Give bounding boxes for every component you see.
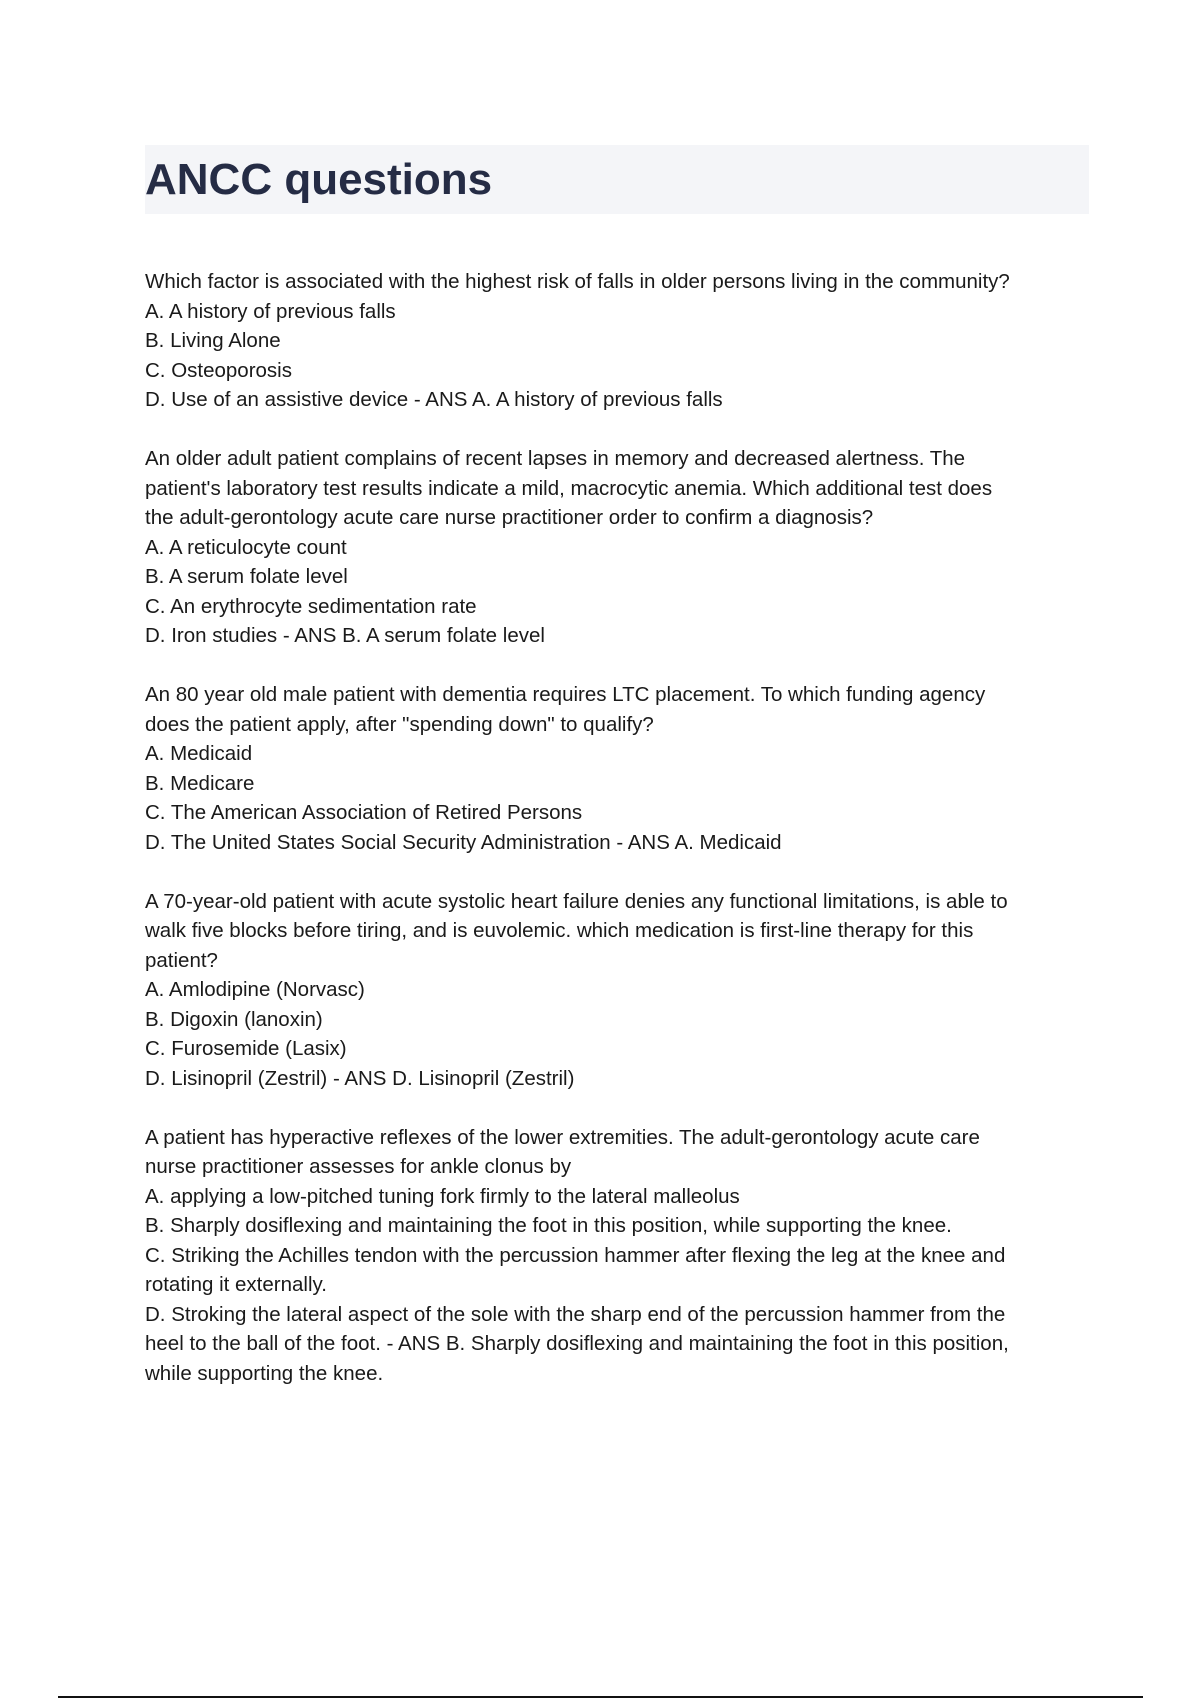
- question-line: D. Lisinopril (Zestril) - ANS D. Lisinopril (Zestril): [145, 1066, 575, 1090]
- question-line: A. A history of previous falls: [145, 299, 396, 323]
- question-line: D. Stroking the lateral aspect of the sole with the sharp end of the percussion hammer from the: [145, 1302, 1006, 1326]
- question-text: A patient has hyperactive reflexes of the lower extremities. The adult-gerontology acute care: [145, 1125, 980, 1149]
- question-line: B. Sharply dosiflexing and maintaining the foot in this position, while supporting the knee.: [145, 1214, 952, 1237]
- question-line: A. applying a low-pitched tuning fork firmly to the lateral malleolus: [145, 1184, 740, 1208]
- question-line: patient's laboratory test results indicate a mild, macrocytic anemia. Which additional test does: [145, 476, 993, 500]
- question-block: [145, 1123, 1090, 1389]
- question-text: A 70-year-old patient with acute systolic heart failure denies any functional limitations, is able to: [145, 889, 1008, 913]
- question-line: C. Striking the Achilles tendon with the percussion hammer after flexing the leg at the knee and: [145, 1243, 1006, 1267]
- question-block: [145, 267, 1090, 415]
- question-line: rotating it externally.: [145, 1273, 327, 1296]
- footer-divider: [58, 1696, 1143, 1698]
- question-text: Which factor is associated with the highest risk of falls in older persons living in the community?: [145, 270, 1010, 293]
- question-line: D. Iron studies - ANS B. A serum folate level: [145, 624, 545, 647]
- question-line: while supporting the knee.: [145, 1361, 384, 1385]
- question-line: nurse practitioner assesses for ankle clonus by: [145, 1155, 572, 1178]
- question-text: An older adult patient complains of recent lapses in memory and decreased alertness. The: [145, 447, 966, 470]
- question-line: the adult-gerontology acute care nurse practitioner order to confirm a diagnosis?: [145, 506, 874, 529]
- question-line: C. Osteoporosis: [145, 358, 292, 382]
- question-line: patient?: [145, 948, 218, 972]
- document-title: ANCC questions: [145, 155, 493, 204]
- question-text: An 80 year old male patient with dementia requires LTC placement. To which funding agency: [145, 683, 986, 706]
- question-line: C. Furosemide (Lasix): [145, 1037, 347, 1060]
- question-line: C. An erythrocyte sedimentation rate: [145, 594, 477, 618]
- question-block: [145, 680, 1090, 857]
- question-line: B. Living Alone: [145, 329, 281, 352]
- question-line: D. Use of an assistive device - ANS A. A history of previous falls: [145, 388, 723, 411]
- question-line: C. The American Association of Retired Persons: [145, 801, 583, 824]
- question-line: does the patient apply, after "spending down" to qualify?: [145, 712, 654, 736]
- question-block: [145, 887, 1090, 1094]
- question-line: A. Amlodipine (Norvasc): [145, 978, 365, 1001]
- question-list: [145, 267, 1090, 1418]
- question-line: heel to the ball of the foot. - ANS B. Sharply dosiflexing and maintaining the foot in this position,: [145, 1332, 1009, 1355]
- question-line: D. The United States Social Security Administration - ANS A. Medicaid: [145, 830, 782, 854]
- question-line: B. Medicare: [145, 771, 255, 795]
- question-line: walk five blocks before tiring, and is euvolemic. which medication is first-line therapy for this: [145, 919, 974, 942]
- question-line: A. A reticulocyte count: [145, 535, 347, 559]
- question-line: B. A serum folate level: [145, 565, 348, 588]
- question-block: [145, 444, 1090, 651]
- title-band: [145, 145, 1089, 214]
- question-line: B. Digoxin (lanoxin): [145, 1007, 323, 1031]
- question-line: A. Medicaid: [145, 742, 253, 765]
